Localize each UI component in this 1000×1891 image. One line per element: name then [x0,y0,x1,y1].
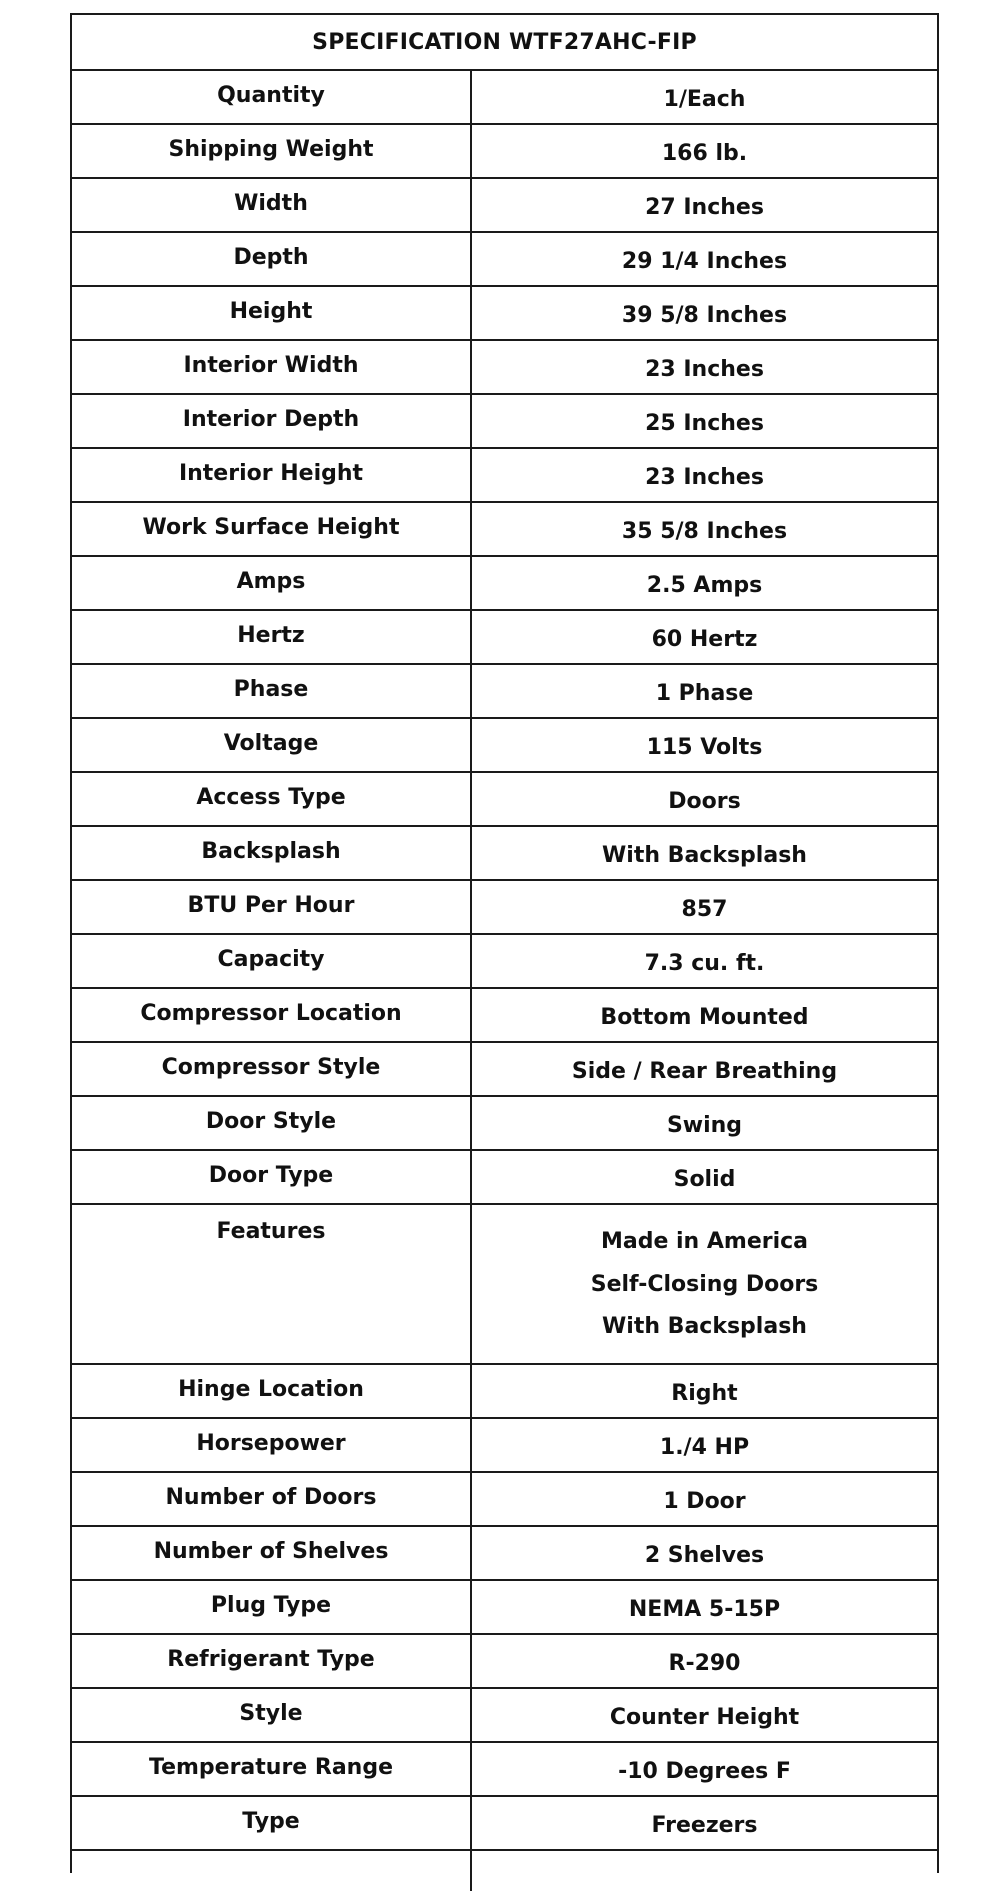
row-value: 7.3 cu. ft. [644,950,765,976]
row-value: 166 lb. [661,140,748,166]
table-row [72,1473,937,1527]
row-value: Solid [673,1166,736,1192]
spec-rows-group-1 [72,71,937,1205]
row-label: Capacity [72,935,472,987]
row-label: Style [72,1689,472,1741]
feature-item: Made in America [600,1228,809,1254]
table-row [72,179,937,233]
table-row [72,1689,937,1743]
row-label: Phase [72,665,472,717]
row-label: Interior Width [72,341,472,393]
row-value: 2.5 Amps [646,572,763,598]
row-value: 25 Inches [645,410,764,436]
row-label: Height [72,287,472,339]
row-label: Type [72,1797,472,1849]
row-label-empty [72,1851,472,1891]
row-label: Interior Height [72,449,472,501]
table-row [72,449,937,503]
row-label: Number of Doors [72,1473,472,1525]
row-label: Refrigerant Type [72,1635,472,1687]
table-row [72,881,937,935]
row-value: Bottom Mounted [600,1004,809,1030]
row-label: Shipping Weight [72,125,472,177]
row-value: With Backsplash [602,842,807,868]
row-value: 1./4 HP [659,1434,750,1460]
table-row [72,71,937,125]
row-label: Horsepower [72,1419,472,1471]
spec-rows-group-2 [72,1365,937,1851]
table-row [72,1419,937,1473]
table-row-continuation [72,1851,937,1891]
table-row [72,287,937,341]
spec-table [70,13,939,1873]
table-row [72,1527,937,1581]
table-row [72,1151,937,1205]
table-row [72,233,937,287]
row-label: Number of Shelves [72,1527,472,1579]
features-list [472,1205,937,1363]
table-row [72,1635,937,1689]
table-row [72,719,937,773]
table-row [72,557,937,611]
row-label: Hinge Location [72,1365,472,1417]
row-value: 23 Inches [645,464,764,490]
table-row [72,503,937,557]
table-row [72,989,937,1043]
table-row [72,395,937,449]
row-label: Backsplash [72,827,472,879]
row-value: Doors [668,788,741,814]
row-value: 115 Volts [646,734,763,760]
row-value: 857 [681,896,728,922]
row-value: 60 Hertz [651,626,758,652]
row-value: 1 Phase [655,680,754,706]
row-value-empty [472,1851,937,1891]
table-row [72,665,937,719]
table-row [72,341,937,395]
row-label: Compressor Style [72,1043,472,1095]
table-row [72,773,937,827]
table-row [72,1365,937,1419]
row-label: Door Type [72,1151,472,1203]
row-value: -10 Degrees F [618,1758,791,1784]
row-label: Door Style [72,1097,472,1149]
row-value: Swing [666,1112,743,1138]
row-label: Quantity [72,71,472,123]
row-value: 2 Shelves [644,1542,765,1568]
table-row [72,1097,937,1151]
row-value: 27 Inches [645,194,764,220]
row-value: NEMA 5-15P [628,1596,781,1622]
table-row [72,1043,937,1097]
table-row [72,611,937,665]
row-value: 29 1/4 Inches [621,248,788,274]
row-value: Side / Rear Breathing [571,1058,838,1084]
row-value: 23 Inches [645,356,764,382]
row-label: Amps [72,557,472,609]
row-value: 1/Each [663,86,746,112]
row-value: Right [671,1380,738,1406]
row-label: Depth [72,233,472,285]
feature-item: Self-Closing Doors [590,1271,819,1297]
row-value: R-290 [668,1650,741,1676]
row-label: BTU Per Hour [72,881,472,933]
row-label: Voltage [72,719,472,771]
table-row [72,125,937,179]
row-value: 35 5/8 Inches [621,518,788,544]
row-label: Compressor Location [72,989,472,1041]
row-label: Access Type [72,773,472,825]
row-label: Width [72,179,472,231]
row-value: Counter Height [609,1704,800,1730]
row-value: Freezers [651,1812,758,1838]
row-label: Plug Type [72,1581,472,1633]
table-row [72,1743,937,1797]
row-label: Interior Depth [72,395,472,447]
row-value: 1 Door [663,1488,746,1514]
row-label: Hertz [72,611,472,663]
table-row [72,827,937,881]
row-value: 39 5/8 Inches [621,302,788,328]
table-row-features [72,1205,937,1365]
table-title: SPECIFICATION WTF27AHC-FIP [72,15,937,71]
table-row [72,935,937,989]
row-label: Temperature Range [72,1743,472,1795]
table-row [72,1581,937,1635]
feature-item: With Backsplash [602,1314,807,1340]
row-label: Features [72,1205,472,1363]
row-label: Work Surface Height [72,503,472,555]
